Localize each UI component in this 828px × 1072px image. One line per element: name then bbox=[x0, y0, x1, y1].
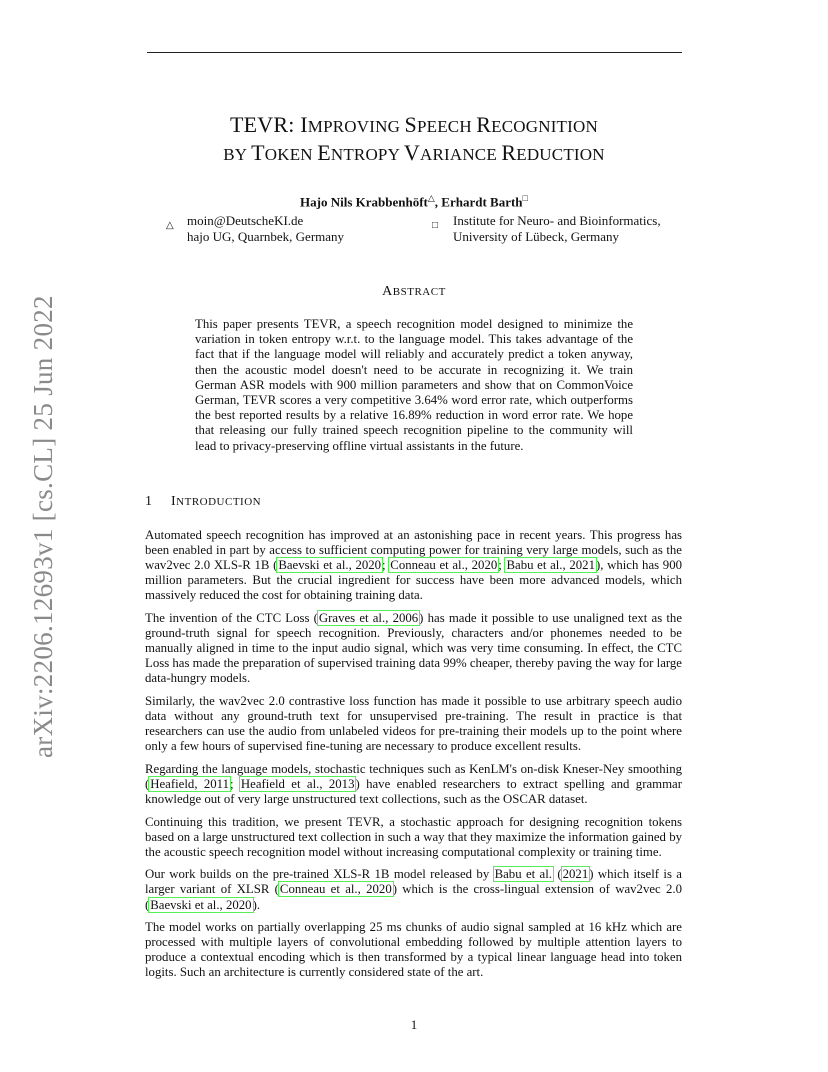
title-smallcaps-segment: MPROVING bbox=[307, 117, 405, 136]
introduction-body bbox=[145, 528, 682, 988]
affiliation-institute: Institute for Neuro- and Bioinformatics, bbox=[453, 213, 661, 228]
paragraph-text: Similarly, the wav2vec 2.0 contrastive loss function has made it possible to use arbitrary speech audio data without any ground-truth text for unsupervised pre-training. The result in practice is that researchers can use the audio from unlabeled videos for pre-training their models up to the point where only a few hours of supervised fine-tuning are necessary to produce excellent results. bbox=[145, 693, 682, 754]
paragraph-text: ; bbox=[382, 558, 390, 573]
title-capital-segment: R bbox=[476, 112, 492, 137]
abstract-heading-initial: A bbox=[382, 284, 393, 299]
title-smallcaps-segment: OKEN bbox=[264, 145, 318, 164]
abstract-heading-rest: BSTRACT bbox=[392, 286, 446, 298]
citation-link[interactable]: Baevski et al., 2020 bbox=[150, 897, 252, 912]
title-capital-segment: T bbox=[251, 140, 265, 165]
citation-link[interactable]: Conneau et al., 2020 bbox=[390, 558, 498, 573]
paragraph-text: ) has made it possible to use unaligned text as the ground-truth signal for speech recognition. Previously, characters and/or phonemes needed to be manually aligned in time to the input audio signal, which was very time consuming. In effect, the CTC Loss has made the preparation of supervised training data 99% cheaper, thereby paving the way for large data-hungry models. bbox=[145, 610, 682, 686]
title-capital-segment: S bbox=[404, 112, 417, 137]
page-number: 1 bbox=[410, 1017, 418, 1032]
title-smallcaps-segment: ECOGNITION bbox=[491, 117, 598, 136]
paragraph-text: Regarding the language models, stochastic techniques such as KenLM's on-disk Kneser-Ney smoothing ( bbox=[145, 761, 682, 791]
paragraph-text: ) have enabled researchers to extract spelling and grammar knowledge out of very large unstructured text collections, such as the OSCAR dataset. bbox=[145, 776, 682, 806]
body-paragraph bbox=[145, 694, 682, 754]
abstract-heading bbox=[120, 284, 708, 300]
section-number: 1 bbox=[145, 494, 153, 509]
author-name: Erhardt Barth bbox=[441, 194, 523, 210]
paper-title-line-2 bbox=[120, 139, 708, 169]
affiliation-block bbox=[453, 213, 661, 245]
title-capital-segment: V bbox=[403, 140, 420, 165]
paragraph-text: Our work builds on the pre-trained XLS-R 1B model released by bbox=[145, 867, 494, 882]
body-paragraph bbox=[145, 611, 682, 686]
affiliation-org: hajo UG, Quarnbek, Germany bbox=[187, 229, 345, 244]
citation-link[interactable]: Conneau et al., 2020 bbox=[279, 882, 392, 897]
paragraph-text: Continuing this tradition, we present TEVR, a stochastic approach for designing recognition tokens based on a large unstructured text collection in such a way that they maximize the information gained by the acoustic speech recognition model without increasing computational complexity or training time. bbox=[145, 814, 682, 859]
affiliation-email[interactable]: moin@DeutscheKI.de bbox=[187, 213, 304, 228]
section-title-initial: I bbox=[171, 494, 177, 509]
title-smallcaps-segment: ARIANCE bbox=[419, 145, 502, 164]
paper-title-line-1 bbox=[120, 111, 708, 141]
citation-link[interactable]: Babu et al., 2021 bbox=[506, 558, 595, 573]
arxiv-identifier: arXiv:2206.12693v1 [cs.CL] 25 Jun 2022 bbox=[28, 295, 58, 758]
title-smallcaps-segment: NTROPY bbox=[330, 145, 404, 164]
paragraph-text: ) which itself is a larger variant of XLSR ( bbox=[145, 867, 682, 897]
body-paragraph bbox=[145, 920, 682, 980]
citation-link[interactable]: Babu et al. bbox=[494, 867, 552, 882]
paragraph-text: ; bbox=[230, 776, 240, 791]
citation-link[interactable]: Graves et al., 2006 bbox=[318, 610, 419, 625]
title-smallcaps-segment: EDUCTION bbox=[516, 145, 605, 164]
abstract-text: This paper presents TEVR, a speech recognition model designed to minimize the variation in token entropy w.r.t. to the language model. This takes advantage of the fact that if the language model will reliably and accurately predict a token anyway, then the acoustic model doesn't need to be accurate in recognizing it. We train German ASR models with 900 million parameters and show that on CommonVoice German, TEVR scores a very competitive 3.64% word error rate, which outperforms the best reported results by a relative 16.89% reduction in word error rate. We hope that releasing our fully trained speech recognition pipeline to the community will lead to privacy-preserving offline virtual assistants in the future. bbox=[195, 317, 633, 453]
title-capital-segment: E bbox=[317, 140, 331, 165]
paragraph-text: Automated speech recognition has improved at an astonishing pace in recent years. This progress has been enabled in part by access to sufficient computing power for training very large models, such as the wav2vec 2.0 XLS-R 1B ( bbox=[145, 528, 682, 573]
citation-link[interactable]: Heafield, 2011 bbox=[150, 776, 229, 791]
affiliation-block bbox=[187, 213, 344, 245]
author-line bbox=[120, 193, 708, 210]
body-paragraph bbox=[145, 815, 682, 860]
affiliation-university: University of Lübeck, Germany bbox=[453, 229, 620, 244]
author-mark: △ bbox=[427, 193, 435, 203]
paragraph-text: ) which is the cross-lingual extension of wav2vec 2.0 ( bbox=[145, 882, 682, 912]
title-capital-segment: TEVR: I bbox=[230, 112, 308, 137]
body-paragraph bbox=[145, 867, 682, 912]
paragraph-text: The invention of the CTC Loss ( bbox=[145, 610, 318, 625]
citation-link[interactable]: Heafield et al., 2013 bbox=[240, 776, 355, 791]
paragraph-text: The model works on partially overlapping 25 ms chunks of audio signal sampled at 16 kHz which are processed with multiple layers of convolutional embedding followed by multiple attention layers to produce a contextual encoding which is then transformed by a typical linear language head into token logits. Such an architecture is currently considered state of the art. bbox=[145, 920, 682, 980]
citation-link[interactable]: 2021 bbox=[562, 867, 589, 882]
section-title-rest: NTRODUCTION bbox=[176, 496, 262, 508]
paragraph-text: ), which has 900 million parameters. But the crucial ingredient for success have been more advanced models, which massively reduced the cost for obtaining training data. bbox=[145, 558, 682, 603]
affiliation-mark: △ bbox=[166, 220, 174, 231]
paragraph-text: ( bbox=[553, 867, 562, 882]
paragraph-text: ; bbox=[498, 558, 506, 573]
body-paragraph bbox=[145, 762, 682, 807]
body-paragraph bbox=[145, 528, 682, 603]
title-smallcaps-segment: PEECH bbox=[416, 117, 477, 136]
paragraph-text: ). bbox=[252, 897, 261, 912]
title-capital-segment: R bbox=[501, 140, 517, 165]
affiliation-mark: □ bbox=[432, 220, 439, 231]
title-smallcaps-segment: BY bbox=[223, 145, 252, 164]
author-name: Hajo Nils Krabbenhöft bbox=[300, 194, 428, 210]
top-rule bbox=[147, 52, 682, 53]
section-heading-introduction bbox=[145, 494, 261, 510]
author-mark: □ bbox=[522, 193, 528, 203]
citation-link[interactable]: Baevski et al., 2020 bbox=[278, 558, 382, 573]
author-separator: , bbox=[434, 194, 442, 210]
